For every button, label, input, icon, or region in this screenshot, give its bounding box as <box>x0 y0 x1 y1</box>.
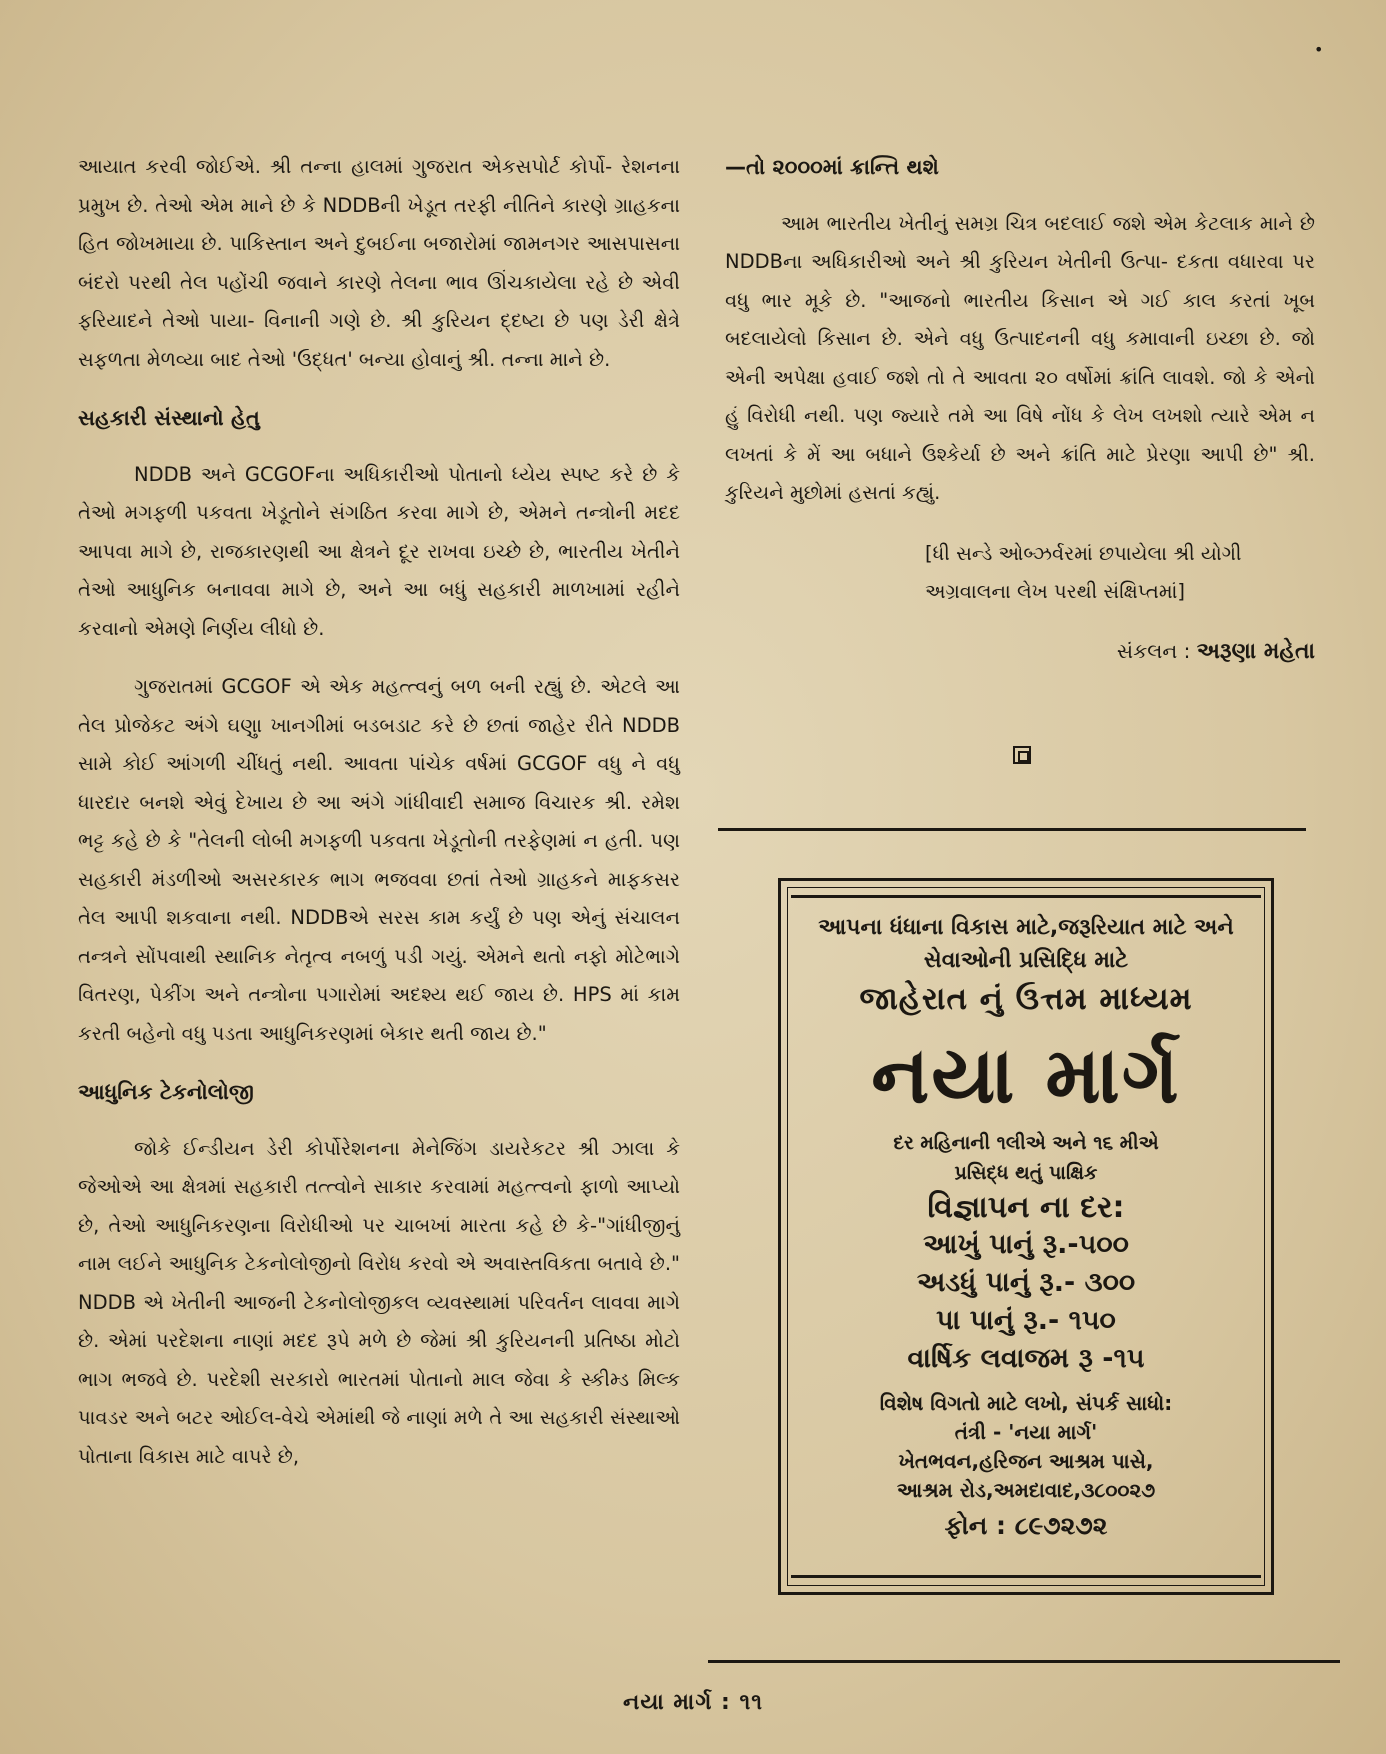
left-paragraph-2: NDDB અને GCGOFના અધિકારીઓ પોતાનો ધ્યેય સ્પષ્ટ કરે છે કે તેઓ મગફળી પકવતા ખેડૂતોને સંગઠિત કરવા માગે છે, એમને તન્ત્રોની મદદ આપવા માગે છે, રાજકારણથી આ ક્ષેત્રને દૂર રાખવા ઇચ્છે છે, ભારતીય ખેતીને તેઓ આધુનિક બનાવવા માગે છે, અને આ બધું સહકારી માળખામાં રહીને કરવાનો એમણે નિર્ણય લીધો છે. <box>78 462 680 640</box>
ad-contact-4: આશ્રમ રોડ,અમદાવાદ,૩૮૦૦૨૭ <box>896 1478 1156 1502</box>
footer-rule <box>708 1660 1340 1663</box>
ad-line-1: આપના ધંધાના વિકાસ માટે,જરૂરિયાત માટે અને <box>818 915 1234 940</box>
ad-line-2: સેવાઓની પ્રસિદ્ધિ માટે <box>923 948 1129 973</box>
ad-contact-2: તંત્રી - 'નયા માર્ગ' <box>954 1420 1098 1444</box>
left-paragraph-3: ગુજરાતમાં GCGOF એ એક મહત્ત્વનું બળ બની રહ્યું છે. એટલે આ તેલ પ્રોજેકટ અંગે ઘણુા ખાનગીમાં બડબડાટ કરે છે છતાં જાહેર રીતે NDDB સામે કોઈ આંગળી ચીંધતું નથી. આવતા પાંચેક વર્ષમાં GCGOF વધુ ને વધુ ધારદાર બનશે એવું દેખાય છે આ અંગે ગાંધીવાદી સમાજ વિચારક શ્રી. રમેશ ભટ્ટ કહે છે કે "તેલની લોબી મગફળી પકવતા ખેડૂતોની તરફેણમાં ન હતી. પણ સહકારી મંડળીઓ અસરકારક ભાગ ભજવવા છતાં તેઓ ગ્રાહકને માફકસર તેલ આપી શકવાના નથી. NDDBએ સરસ કામ કર્યું છે પણ એનું સંચાલન તન્ત્રને સોંપવાથી સ્થાનિક નેતૃત્વ નબળું પડી ગયું. એમને થતો નફો મોટેભાગે વિતરણ, પેકીંગ અને તન્ત્રોના પગારોમાં અદશ્ય થઈ જાય છે. HPS માં કામ કરતી બહેનો વધુ પડતા આધુનિકરણમાં બેકાર થતી જાય છે." <box>78 675 680 1045</box>
advertisement-box <box>778 878 1274 1595</box>
right-column <box>725 148 1315 671</box>
ad-brand-name: નયા માર્ગ <box>871 1031 1181 1121</box>
advertisement-inner-border <box>787 887 1265 1586</box>
section-heading-revolution: —તો ૨૦૦૦માં ક્રાન્તિ થશે <box>725 155 939 179</box>
ad-rate-quarter-page: પા પાનું રૂ.- ૧૫૦ <box>936 1305 1116 1336</box>
left-paragraph-4: જોકે ઈન્ડીયન ડેરી કોર્પોરેશનના મેનેજિંગ ડાયરેકટર શ્રી ઝાલા કે જેઓએ આ ક્ષેત્રમાં સહકારી તત્ત્વોને સાકાર કરવામાં મહત્ત્વનો ફાળો આપ્યો છે, તેઓ આધુનિકરણના વિરોધીઓ પર ચાબખાં મારતા કહે છે કે-"ગાંધીજીનું નામ લઈને આધુનિક ટેકનોલોજીનો વિરોધ કરવો એ અવાસ્તવિકતા બતાવે છે." NDDB એ ખેતીની આજની ટેકનોલોજીકલ વ્યવસ્થામાં પરિવર્તન લાવવા માગે છે. એમાં પરદેશના નાણાં મદદ રૂપે મળે છે જેમાં શ્રી કુરિયનની પ્રતિષ્ઠા મોટો ભાગ ભજવે છે. પરદેશી સરકારો ભારતમાં પોતાનો માલ જેવા કે સ્કીમ્ડ મિલ્ક પાવડર અને બટર ઓઈલ-વેચે એમાંથી જે નાણાં મળે તે આ સહકારી સંસ્થાઓ પોતાના વિકાસ માટે વાપરે છે, <box>78 1136 680 1468</box>
ad-bottom-ornament <box>791 1575 1261 1578</box>
ad-schedule-2: પ્રસિદ્ધ થતું પાક્ષિક <box>954 1162 1098 1184</box>
article-end-mark <box>1013 746 1031 764</box>
ad-contact-3: ખેતભવન,હરિજન આશ્રમ પાસે, <box>898 1449 1154 1473</box>
ad-rates-heading: વિજ્ઞાપન ના દર: <box>927 1190 1125 1225</box>
ad-top-ornament <box>791 895 1261 898</box>
section-divider-rule <box>718 828 1306 831</box>
credit-label: સંકલન : <box>1116 638 1191 663</box>
ad-tagline: જાહેરાત નું ઉત્તમ માધ્યમ <box>859 981 1193 1017</box>
left-column <box>78 148 680 1476</box>
compiler-credit <box>725 632 1315 672</box>
right-paragraph-1: આમ ભારતીય ખેતીનું સમગ્ર ચિત્ર બદલાઈ જશે એમ કેટલાક માને છે NDDBના અધિકારીઓ અને શ્રી કુરિયન ખેતીની ઉત્પા- દકતા વધારવા પર વધુ ભાર મૂકે છે. "આજનો ભારતીય કિસાન એ ગઈ કાલ કરતાં ખૂબ બદલાયેલો કિસાન છે. એને વધુ ઉત્પાદનની વધુ કમાવાની ઇચ્છા છે. જો એની અપેક્ષા હવાઈ જશે તો તે આવતા ૨૦ વર્ષોમાં ક્રાંતિ લાવશે. જો કે એનો હું વિરોધી નથી. પણ જ્યારે તમે આ વિષે નોંધ કે લેખ લખશો ત્યારે એમ ન લખતાં કે મેં આ બધાને ઉશ્કેર્યા છે અને ક્રાંતિ માટે પ્રેરણા આપી છે" શ્રી. કુરિયને મુછોમાં હસતાં કહ્યું. <box>725 211 1315 504</box>
source-note: [ધી સન્ડે ઓબ્ઝર્વરમાં છપાયેલા શ્રી યોગી અગ્રવાલના લેખ પરથી સંક્ષિપ્તમાં] <box>925 541 1242 603</box>
corner-mark: • <box>1314 40 1324 59</box>
ad-schedule-1: દર મહિનાની ૧લીએ અને ૧૬ મીએ <box>893 1132 1159 1154</box>
ad-rate-annual-subscription: વાર્ષિક લવાજમ રૂ -૧૫ <box>907 1343 1145 1374</box>
section-heading-cooperative-purpose: સહકારી સંસ્થાનો હેતુ <box>78 406 260 430</box>
credit-name: અરૂણા મહેતા <box>1196 638 1315 664</box>
ad-phone: ફોન : ૮૯૭૨૭૨ <box>944 1511 1108 1540</box>
ad-rate-full-page: આખું પાનું રૂ.-૫૦૦ <box>923 1229 1129 1260</box>
ad-rate-half-page: અડધું પાનું રૂ.- ૩૦૦ <box>916 1267 1136 1298</box>
section-heading-modern-technology: આધુનિક ટેકનોલોજી <box>78 1080 254 1104</box>
ad-contact-1: વિશેષ વિગતો માટે લખો, સંપર્ક સાધો: <box>879 1391 1173 1415</box>
page-footer: નયા માર્ગ : ૧૧ <box>622 1690 764 1715</box>
left-paragraph-1: આયાત કરવી જોઈએ. શ્રી તન્ના હાલમાં ગુજરાત એકસપોર્ટ કોર્પો- રેશનના પ્રમુખ છે. તેઓ એમ માને છે કે NDDBની ખેડૂત તરફી નીતિને કારણે ગ્રાહકના હિત જોખમાયા છે. પાકિસ્તાન અને દુબઈના બજારોમાં જામનગર આસપાસના બંદરો પરથી તેલ પહોંચી જવાને કારણે તેલના ભાવ ઊંચકાયેલા રહે છે એવી ફરિયાદને તેઓ પાયા- વિનાની ગણે છે. શ્રી કુરિયન દ્દષ્ટા છે પણ ડેરી ક્ષેત્રે સફળતા મેળવ્યા બાદ તેઓ 'ઉદ્ધત' બન્યા હોવાનું શ્રી. તન્ના માને છે. <box>78 155 680 371</box>
